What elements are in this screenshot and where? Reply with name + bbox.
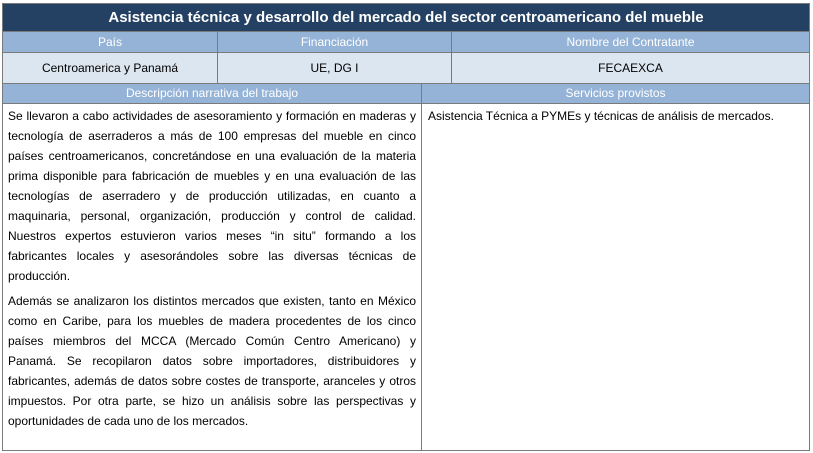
- servicios-provistos: Asistencia Técnica a PYMEs y técnicas de análisis de mercados.: [428, 109, 774, 123]
- grid-line: [3, 52, 809, 53]
- header-pais: País: [3, 32, 217, 52]
- descripcion-paragraph-1: Se llevaron a cabo actividades de asesoramiento y formación en maderas y tecnología de aserraderos a más de 100 empresas del mueble en cinco países centroamericanos, concretándose en una evaluación de la materia prima disponible para fabricación de muebles y en una evaluación de las tecnologías de aserradero y de producción utilizadas, en cuanto a maquinaria, personal, organización, producción y control de calidad. Nuestros expertos estuvieron varios meses “in situ” formando a los fabricantes locales y asesorándoles sobre las diversas técnicas de producción.: [8, 109, 416, 283]
- grid-line: [217, 32, 218, 83]
- project-sheet: [2, 3, 810, 451]
- header-descripcion: Descripción narrativa del trabajo: [3, 84, 421, 103]
- value-pais: Centroamerica y Panamá: [3, 53, 217, 83]
- header-financiacion: Financiación: [218, 32, 451, 52]
- sheet-title: Asistencia técnica y desarrollo del mercado del sector centroamericano del mueble: [3, 4, 809, 31]
- value-financiacion: UE, DG I: [218, 53, 451, 83]
- grid-line: [3, 31, 809, 32]
- header-servicios: Servicios provistos: [422, 84, 809, 103]
- value-contratante: FECAEXCA: [452, 53, 809, 83]
- descripcion-paragraph-2: Además se analizaron los distintos mercados que existen, tanto en México como en Caribe, para los muebles de madera procedentes de los cinco países miembros del MCCA (Mercado Común Centro Americano) y Panamá. Se recopilaron datos sobre importadores, distribuidores y fabricantes, además de datos sobre costes de transporte, aranceles y otros impuestos. Por otra parte, se hizo un análisis sobre las perspectivas y oportunidades de cada uno de los mercados.: [8, 294, 416, 428]
- header-contratante: Nombre del Contratante: [452, 32, 809, 52]
- grid-line: [451, 32, 452, 83]
- grid-line: [3, 103, 809, 104]
- grid-line: [3, 83, 809, 84]
- grid-line: [421, 84, 422, 450]
- descripcion-narrativa: [3, 104, 421, 450]
